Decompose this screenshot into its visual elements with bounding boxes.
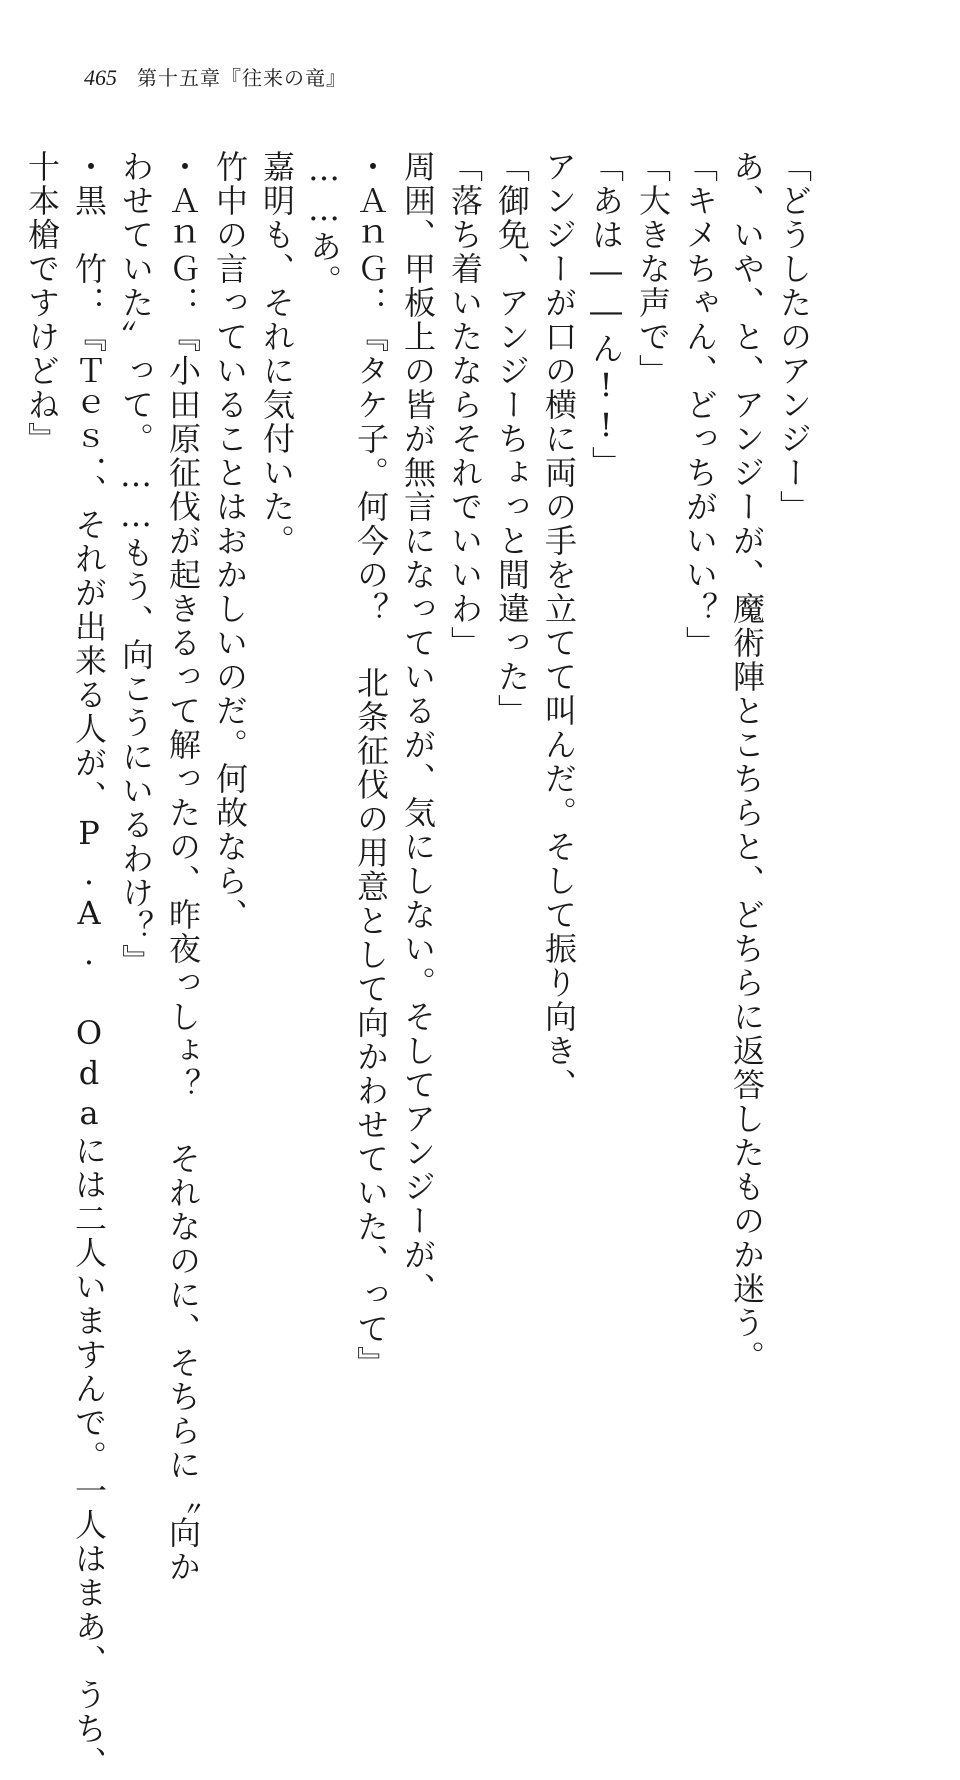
- text-line: ・ＡｎＧ：『小田原征伐が起きるって解ったの、昨夜っしょ？ それなのに、そちらに〝向か: [164, 150, 202, 1584]
- text-line: 「御免、アンジーちょっと間違った」: [493, 150, 531, 728]
- page-number: 465: [84, 65, 117, 90]
- text-line: 周囲、甲板上の皆が無言になっているが、気にしない。そしてアンジーが、: [399, 150, 437, 1306]
- text-line: アンジーが口の横に両の手を立てて叫んだ。そして振り向き、: [540, 150, 578, 1102]
- text-line: わせていた〟って。……もう、向こうにいるわけ？』: [117, 150, 155, 978]
- text-line: 「落ち着いたならそれでいいわ」: [446, 150, 484, 660]
- text-line: ……あ。: [305, 150, 343, 298]
- text-line: 「あは――ん!!」: [587, 150, 625, 480]
- text-line: ・ＡｎＧ：『タケ子。何今の？ 北条征伐の用意として向かわせていた、って』: [352, 150, 390, 1380]
- page-header: [84, 62, 347, 91]
- text-line: 竹中の言っていることはおかしいのだ。何故なら、: [211, 150, 249, 932]
- text-line: あ、いや、と、アンジーが、魔術陣とこちらと、どちらに返答したものか迷う。: [728, 150, 766, 1374]
- text-line: 「どうしたのアンジー」: [775, 150, 813, 524]
- text-line: 「キメちゃん、どっちがいい？」: [681, 150, 719, 660]
- vertical-body-text: [11, 150, 813, 1780]
- text-line: 嘉明も、それに気付いた。: [258, 150, 296, 558]
- running-title: 第十五章『往来の竜』: [137, 66, 347, 90]
- text-line: ・黒 竹：『Ｔｅｓ．、それが出来る人が、P.A. Odaには二人いますんで。一人はまあ、うち、: [70, 150, 108, 1780]
- text-line: 「大きな声で」: [634, 150, 672, 388]
- text-line: 十本槍ですけどね』: [23, 150, 61, 456]
